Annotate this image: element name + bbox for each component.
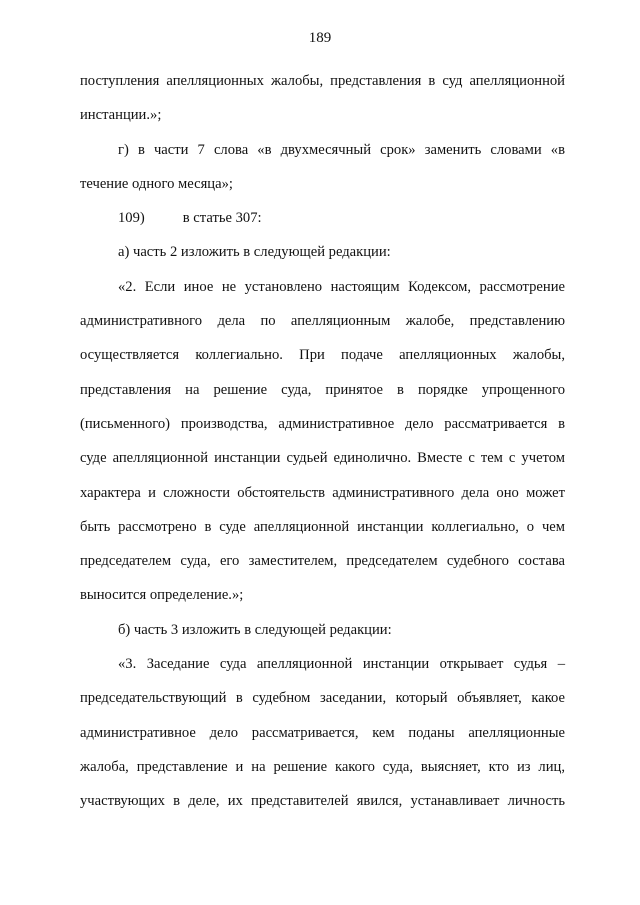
text-line: председательствующий в судебном заседании, который объявляет, какое <box>80 690 565 707</box>
text-line: жалоба, представление и на решение какого суда, выясняет, кто из лиц, <box>80 758 565 775</box>
text-line: осуществляется коллегиально. При подаче апелляционных жалобы, <box>80 347 565 364</box>
text-line: административное дело рассматривается, кем поданы апелляционные <box>80 724 565 741</box>
text-line: течение одного месяца»; <box>80 175 233 192</box>
text-line: инстанции.»; <box>80 107 162 124</box>
page-number: 189 <box>308 30 332 46</box>
text-line: поступления апелляционных жалобы, представления в суд апелляционной <box>80 73 565 89</box>
item-text: в статье 307: <box>182 210 262 227</box>
text-line: б) часть 3 изложить в следующей редакции: <box>118 621 392 638</box>
document-body <box>80 64 565 819</box>
text-line: (письменного) производства, административное дело рассматривается в <box>80 415 565 432</box>
text-line: суде апелляционной инстанции судьей единолично. Вместе с тем с учетом <box>80 450 565 467</box>
text-line: участвующих в деле, их представителей явился, устанавливает личность <box>80 793 565 810</box>
item-number: 109) <box>118 210 145 227</box>
text-line: представления на решение суда, принятое в порядке упрощенного <box>80 381 565 398</box>
text-line: характера и сложности обстоятельств административного дела оно может <box>80 484 565 501</box>
text-line: «2. Если иное не установлено настоящим Кодексом, рассмотрение <box>118 278 565 295</box>
text-line: г) в части 7 слова «в двухмесячный срок» заменить словами «в <box>118 141 565 158</box>
text-line: а) часть 2 изложить в следующей редакции: <box>118 244 391 261</box>
text-line: административного дела по апелляционным жалобе, представлению <box>80 313 565 330</box>
text-line: председателем суда, его заместителем, председателем судебного состава <box>80 553 565 570</box>
text-line: «3. Заседание суда апелляционной инстанции открывает судья – <box>118 656 565 673</box>
text-line: выносится определение.»; <box>80 587 244 604</box>
list-item-109 <box>80 201 565 235</box>
text-line: быть рассмотрено в суде апелляционной инстанции коллегиально, о чем <box>80 518 565 535</box>
